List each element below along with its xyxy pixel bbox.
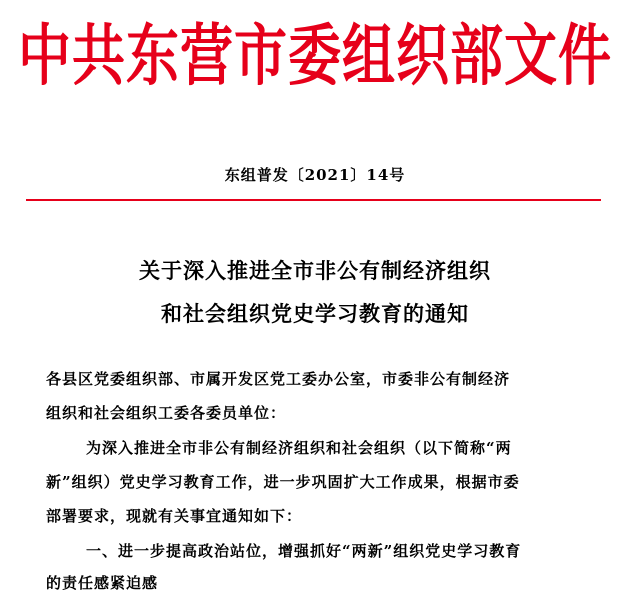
section-1-heading-line-1: 一、进一步提高政治站位，增强抓好“两新”组织党史学习教育 [86, 542, 522, 560]
addressee-line-2: 组织和社会组织工委各委员单位： [46, 404, 287, 422]
notice-title-line-2: 和社会组织党史学习教育的通知 [161, 301, 469, 326]
red-separator-line [26, 199, 601, 201]
paragraph-1-line-1: 为深入推进全市非公有制经济组织和社会组织（以下简称“两 [86, 439, 512, 457]
document-number: 东组普发〔2021〕14号 [224, 166, 406, 184]
notice-title-line-1: 关于深入推进全市非公有制经济组织 [139, 258, 491, 283]
paragraph-1-line-2: 新”组织）党史学习教育工作，进一步巩固扩大工作成果，根据市委 [46, 473, 520, 491]
section-1-heading-line-2: 的责任感紧迫感 [46, 574, 159, 592]
paragraph-1-line-3: 部署要求，现就有关事宜通知如下： [46, 507, 303, 525]
issuer-header: 中共东营市委组织部文件 [18, 17, 612, 95]
addressee-line-1: 各县区党委组织部、市属开发区党工委办公室，市委非公有制经济 [46, 370, 511, 388]
